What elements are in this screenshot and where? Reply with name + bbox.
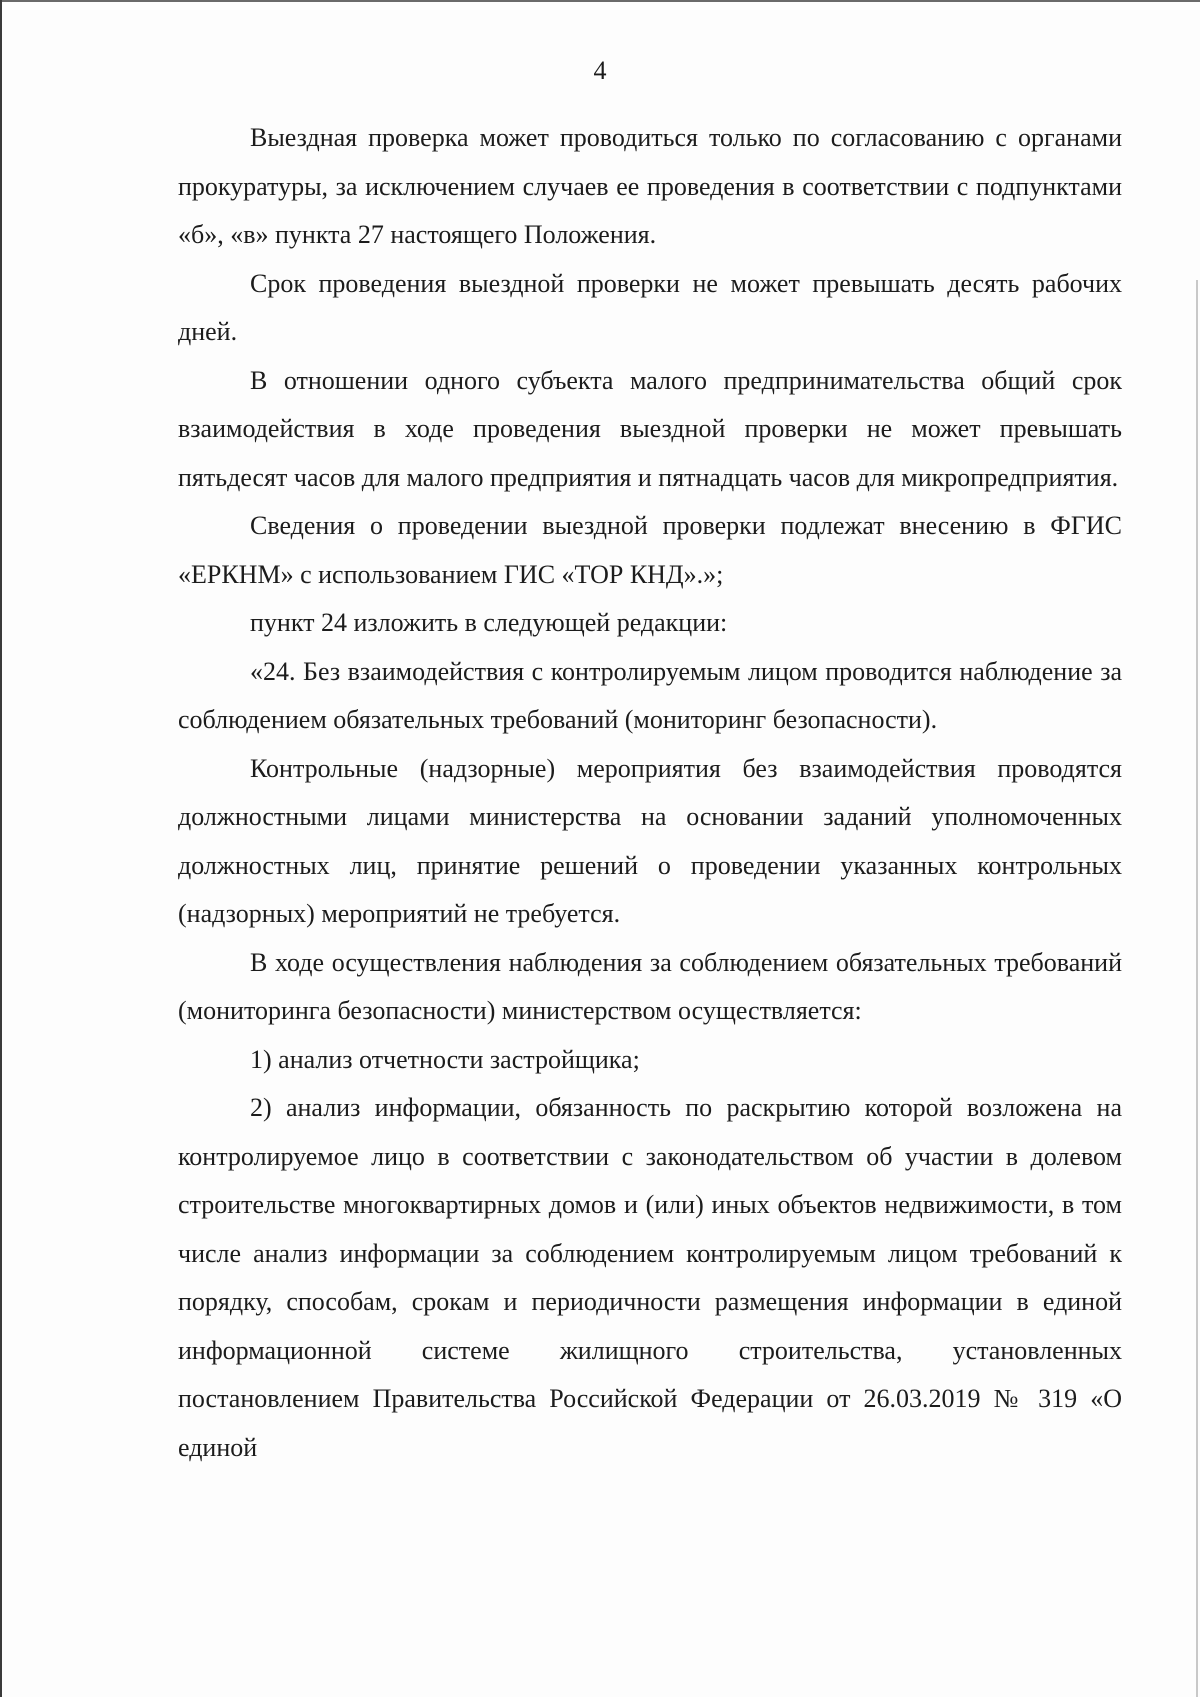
paragraph: Контрольные (надзорные) мероприятия без взаимодействия проводятся должностными лицами министерства на основании заданий уполномоченных должностных лиц, принятие решений о проведении указанных контрольных (надзорных) мероприятий не требуется. bbox=[178, 753, 1122, 928]
paragraph: пункт 24 изложить в следующей редакции: bbox=[250, 608, 728, 637]
paragraph: В ходе осуществления наблюдения за соблюдением обязательных требований (мониторинга безопасности) министерством осуществляется: bbox=[178, 947, 1122, 1025]
document-body bbox=[178, 114, 1122, 1472]
scan-edge-top bbox=[0, 0, 1200, 2]
paragraph: В отношении одного субъекта малого предпринимательства общий срок взаимодействия в ходе проведения выездной проверки не может превышать пятьдесят часов для малого предприятия и пятнадцать часов для микропредприятия. bbox=[178, 365, 1122, 492]
scan-edge-right bbox=[1196, 280, 1198, 1697]
paragraph: Срок проведения выездной проверки не может превышать десять рабочих дней. bbox=[178, 268, 1122, 346]
page-number: 4 bbox=[593, 56, 607, 85]
list-item: 2) анализ информации, обязанность по раскрытию которой возложена на контролируемое лицо в соответствии с законодательством об участии в долевом строительстве многоквартирных домов и (или) иных объектов недвижимости, в том числе анализ информации за соблюдением контролируемым лицом требований к порядку, способам, срокам и периодичности размещения информации в единой информационной системе жилищного строительства, установленных постановлением Правительства Российской Федерации от 26.03.2019 № 319 «О единой bbox=[178, 1093, 1122, 1462]
scan-edge-left bbox=[0, 0, 2, 1697]
paragraph: «24. Без взаимодействия с контролируемым лицом проводится наблюдение за соблюдением обязательных требований (мониторинг безопасности). bbox=[178, 656, 1122, 734]
paragraph: Выездная проверка может проводиться только по согласованию с органами прокуратуры, за исключением случаев ее проведения в соответствии с подпунктами «б», «в» пункта 27 настоящего Положения. bbox=[178, 123, 1122, 249]
paragraph: Сведения о проведении выездной проверки подлежат внесению в ФГИС «ЕРКНМ» с использованием ГИС «ТОР КНД».»; bbox=[178, 511, 1122, 589]
list-item: 1) анализ отчетности застройщика; bbox=[250, 1044, 640, 1074]
